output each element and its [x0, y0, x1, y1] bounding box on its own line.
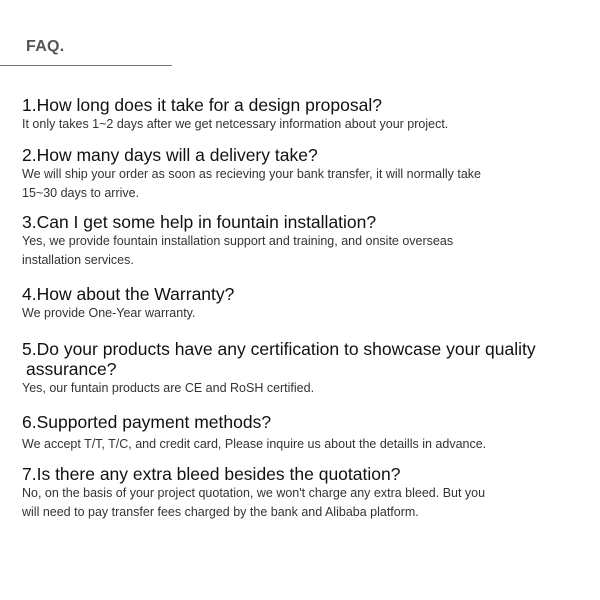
faq-answer-line: will need to pay transfer fees charged by the bank and Alibaba platform.	[22, 504, 419, 519]
faq-answer-line: We provide One-Year warranty.	[22, 306, 196, 320]
faq-question: 3.Can I get some help in fountain installation?	[22, 212, 377, 232]
faq-item-4	[22, 284, 582, 323]
faq-question	[22, 339, 582, 379]
faq-question: 7.Is there any extra bleed besides the quotation?	[22, 464, 401, 484]
page-title: FAQ.	[26, 38, 65, 55]
faq-question: 2.How many days will a delivery take?	[22, 145, 318, 165]
faq-answer-line: installation services.	[22, 252, 134, 267]
faq-item-3	[22, 212, 582, 269]
faq-item-5	[22, 339, 582, 398]
faq-answer-line: We will ship your order as soon as recieving your bank transfer, it will normally take	[22, 167, 481, 181]
faq-answer-line: 15~30 days to arrive.	[22, 185, 140, 200]
title-underline	[0, 65, 172, 66]
faq-item-1	[22, 95, 582, 134]
faq-item-2	[22, 145, 582, 202]
faq-question-line: assurance?	[26, 359, 117, 379]
faq-question: 1.How long does it take for a design proposal?	[22, 95, 382, 115]
page-header	[0, 0, 600, 70]
faq-answer-line: Yes, our funtain products are CE and RoSH certified.	[22, 381, 315, 395]
faq-answer-line: No, on the basis of your project quotation, we won't charge any extra bleed. But you	[22, 486, 486, 500]
faq-answer-line: We accept T/T, T/C, and credit card, Please inquire us about the detaills in advance.	[22, 437, 487, 451]
faq-item-7	[22, 464, 582, 521]
faq-answer-line: Yes, we provide fountain installation support and training, and onsite overseas	[22, 234, 454, 248]
faq-question: 4.How about the Warranty?	[22, 284, 235, 304]
faq-item-6	[22, 412, 582, 454]
faq-answer-line: It only takes 1~2 days after we get netcessary information about your project.	[22, 117, 449, 131]
faq-question-line: 5.Do your products have any certification to showcase your quality	[22, 339, 536, 359]
faq-question: 6.Supported payment methods?	[22, 412, 272, 432]
